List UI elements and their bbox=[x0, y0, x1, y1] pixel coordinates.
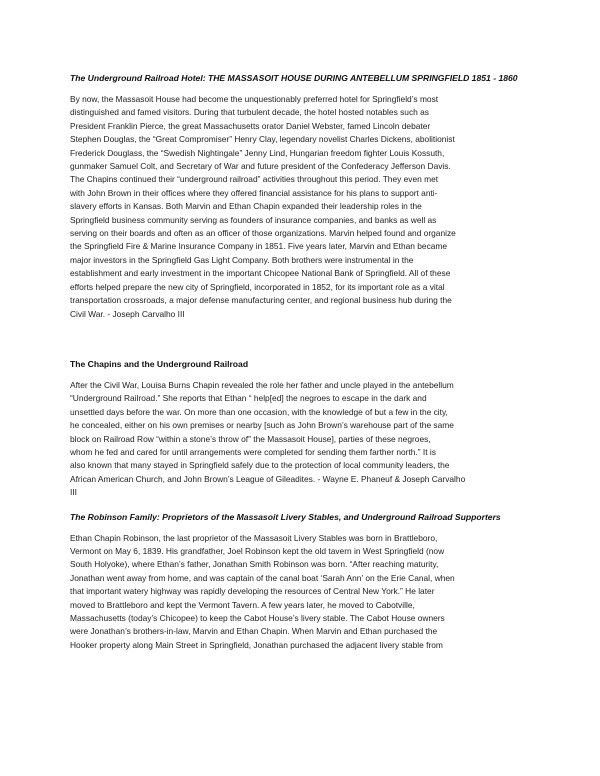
section-heading-massasoit-house: The Underground Railroad Hotel: THE MASSASOIT HOUSE DURING ANTEBELLUM SPRINGFIELD 1851 - 1860 bbox=[70, 73, 518, 83]
document-page bbox=[70, 72, 532, 652]
section-body-massasoit-house: By now, the Massasoit House had become the unquestionably preferred hotel for Springfield’s most distinguished and famed visitors. During that turbulent decade, the hotel hosted notables such as President Franklin Pierce, the great Massachusetts orator Daniel Webster, famed Lincoln debater Stephen Douglas, the “Great Compromiser” Henry Clay, legendary novelist Charles Dickens, abolitionist Frederick Douglass, the “Swedish Nightingale” Jenny Lind, Hungarian freedom fighter Louis Kossuth, gunmaker Samuel Colt, and Secretary of War and future president of the Confederacy Jefferson Davis. The Chapins continued their “underground railroad” activities throughout this period. They even met with John Brown in their offices where they offered financial assistance for his plans to support anti- slavery efforts in Kansas. Both Marvin and Ethan Chapin expanded their leadership roles in the Springfield business community serving as founders of insurance companies, and banks as well as serving on their boards and often as an officer of those organizations. Marvin helped found and organize the Springfield Fire & Marine Insurance Company in 1851. Five years later, Marvin and Ethan became major investors in the Springfield Gas Light Company. Both brothers were instrumental in the establishment and early investment in the important Chicopee National Bank of Springfield. All of these efforts helped prepare the new city of Springfield, incorporated in 1852, for its important role as a vital transportation crossroads, a major defense manufacturing center, and regional business hub during the Civil War. - Joseph Carvalho III bbox=[70, 94, 456, 319]
section-body-robinson-family: Ethan Chapin Robinson, the last proprietor of the Massasoit Livery Stables was born in Brattleboro, Vermont on May 6, 1839. His grandfather, Joel Robinson kept the old tavern in West Springfield (now South Holyoke), where Ethan’s father, Jonathan Smith Robinson was born. “After reaching maturity, Jonathan went away from home, and was captain of the canal boat ‘Sarah Ann’ on the Erie Canal, when that important watery highway was rapidly developing the resources of Central New York.” He later moved to Brattleboro and kept the Vermont Tavern. A few years later, he moved to Cabotville, Massachusetts (today’s Chicopee) to keep the Cabot House’s livery stable. The Cabot House owners were Jonathan’s brothers-in-law, Marvin and Ethan Chapin. When Marvin and Ethan purchased the Hooker property along Main Street in Springfield, Jonathan purchased the adjacent livery stable from bbox=[70, 532, 455, 650]
section-body-chapins-underground-railroad: After the Civil War, Louisa Burns Chapin revealed the role her father and uncle played in the antebellum “Underground Railroad.” She reports that Ethan “ help[ed] the negroes to escape in the dark and unsettled days before the war. On more than one occasion, with the knowledge of but a few in the city, he concealed, either on his own premises or nearby [such as John Brown’s warehouse part of the same block on Railroad Row “within a stone’s throw of” the Massasoit House], parties of these negroes, whom he fed and cared for until arrangements were completed for sending them farther north.” It is also known that many stayed in Springfield safely due to the protection of local community leaders, the African American Church, and John Brown’s League of Gileadites. - Wayne E. Phaneuf & Joseph Carvalho III bbox=[70, 379, 466, 498]
section-heading-chapins-underground-railroad: The Chapins and the Underground Railroad bbox=[70, 358, 249, 369]
section-heading-robinson-family: The Robinson Family: Proprietors of the Massasoit Livery Stables, and Underground Railroad Supporters bbox=[70, 511, 501, 522]
